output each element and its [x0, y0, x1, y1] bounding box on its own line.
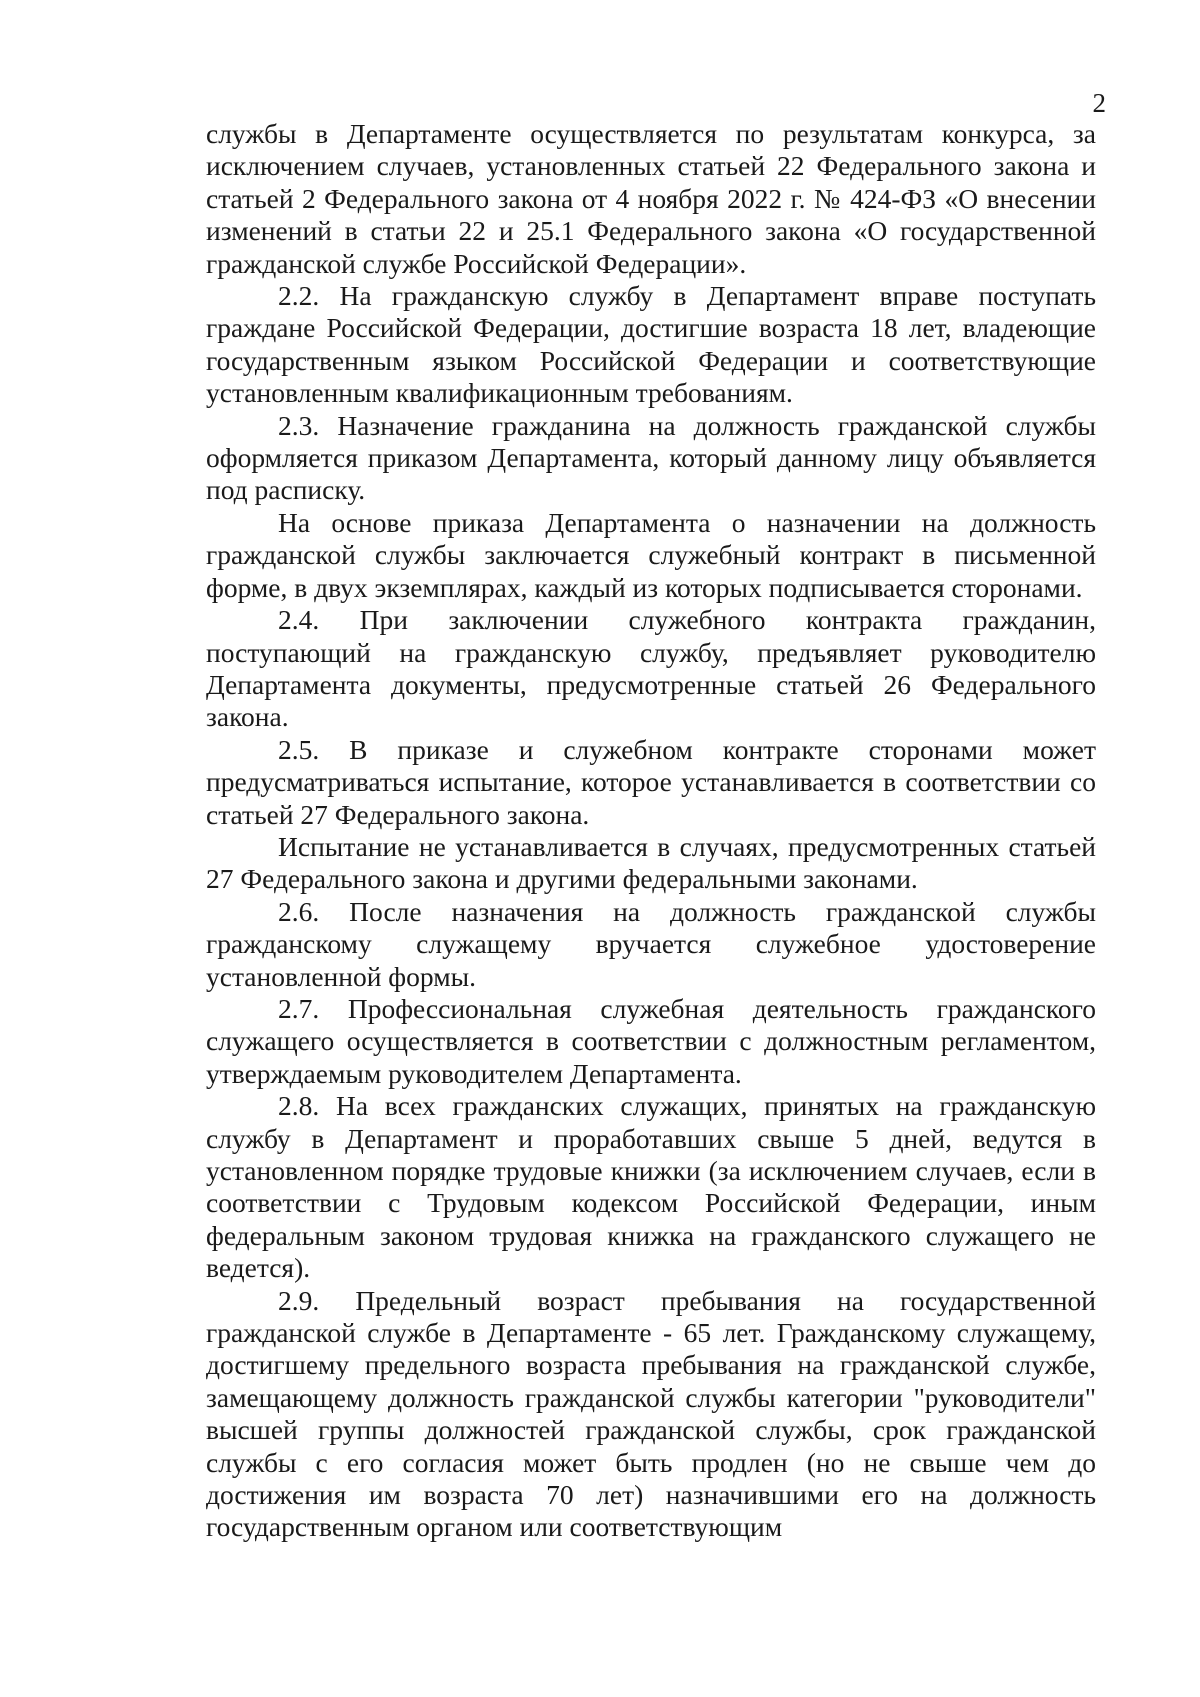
paragraph-2-9: 2.9. Предельный возраст пребывания на государственной гражданской службе в Департаменте - 65 лет. Гражданскому служащему, достигшему предельного возраста пребывания на гражданской службе, замещающему должность гражданской службы категории "руководители" высшей группы должностей гражданской службы, срок гражданской службы с его согласия может быть продлен (но не свыше чем до достижения им возраста 70 лет) назначившими его на должность государственным органом или соответствующим	[206, 1284, 1096, 1543]
document-body	[206, 118, 1096, 1544]
paragraph-2-3: 2.3. Назначение гражданина на должность гражданской службы оформляется приказом Департамента, который данному лицу объявляется под расписку.	[206, 409, 1096, 506]
paragraph-2-6: 2.6. После назначения на должность гражданской службы гражданскому служащему вручается служебное удостоверение установленной формы.	[206, 895, 1096, 992]
paragraph-2-2: 2.2. На гражданскую службу в Департамент вправе поступать граждане Российской Федерации, достигшие возраста 18 лет, владеющие государственным языком Российской Федерации и соответствующие установленным квалификационным требованиям.	[206, 280, 1096, 409]
paragraph-2-3-contract: На основе приказа Департамента о назначении на должность гражданской службы заключается служебный контракт в письменной форме, в двух экземплярах, каждый из которых подписывается сторонами.	[206, 506, 1096, 603]
paragraph-2-5-exceptions: Испытание не устанавливается в случаях, предусмотренных статьей 27 Федерального закона и другими федеральными законами.	[206, 830, 1096, 895]
paragraph-2-7: 2.7. Профессиональная служебная деятельность гражданского служащего осуществляется в соответствии с должностным регламентом, утверждаемым руководителем Департамента.	[206, 992, 1096, 1089]
page-number: 2	[1092, 88, 1106, 118]
paragraph-2-8: 2.8. На всех гражданских служащих, принятых на гражданскую службу в Департамент и проработавших свыше 5 дней, ведутся в установленном порядке трудовые книжки (за исключением случаев, если в соответствии с Трудовым кодексом Российской Федерации, иным федеральным законом трудовая книжка на гражданского служащего не ведется).	[206, 1090, 1096, 1284]
paragraph-continuation: службы в Департаменте осуществляется по результатам конкурса, за исключением случаев, установленных статьей 22 Федерального закона и статьей 2 Федерального закона от 4 ноября 2022 г. № 424-ФЗ «О внесении изменений в статьи 22 и 25.1 Федерального закона «О государственной гражданской службе Российской Федерации».	[206, 118, 1096, 279]
paragraph-2-5: 2.5. В приказе и служебном контракте сторонами может предусматриваться испытание, которое устанавливается в соответствии со статьей 27 Федерального закона.	[206, 733, 1096, 830]
paragraph-2-4: 2.4. При заключении служебного контракта гражданин, поступающий на гражданскую службу, предъявляет руководителю Департамента документы, предусмотренные статьей 26 Федерального закона.	[206, 604, 1096, 733]
